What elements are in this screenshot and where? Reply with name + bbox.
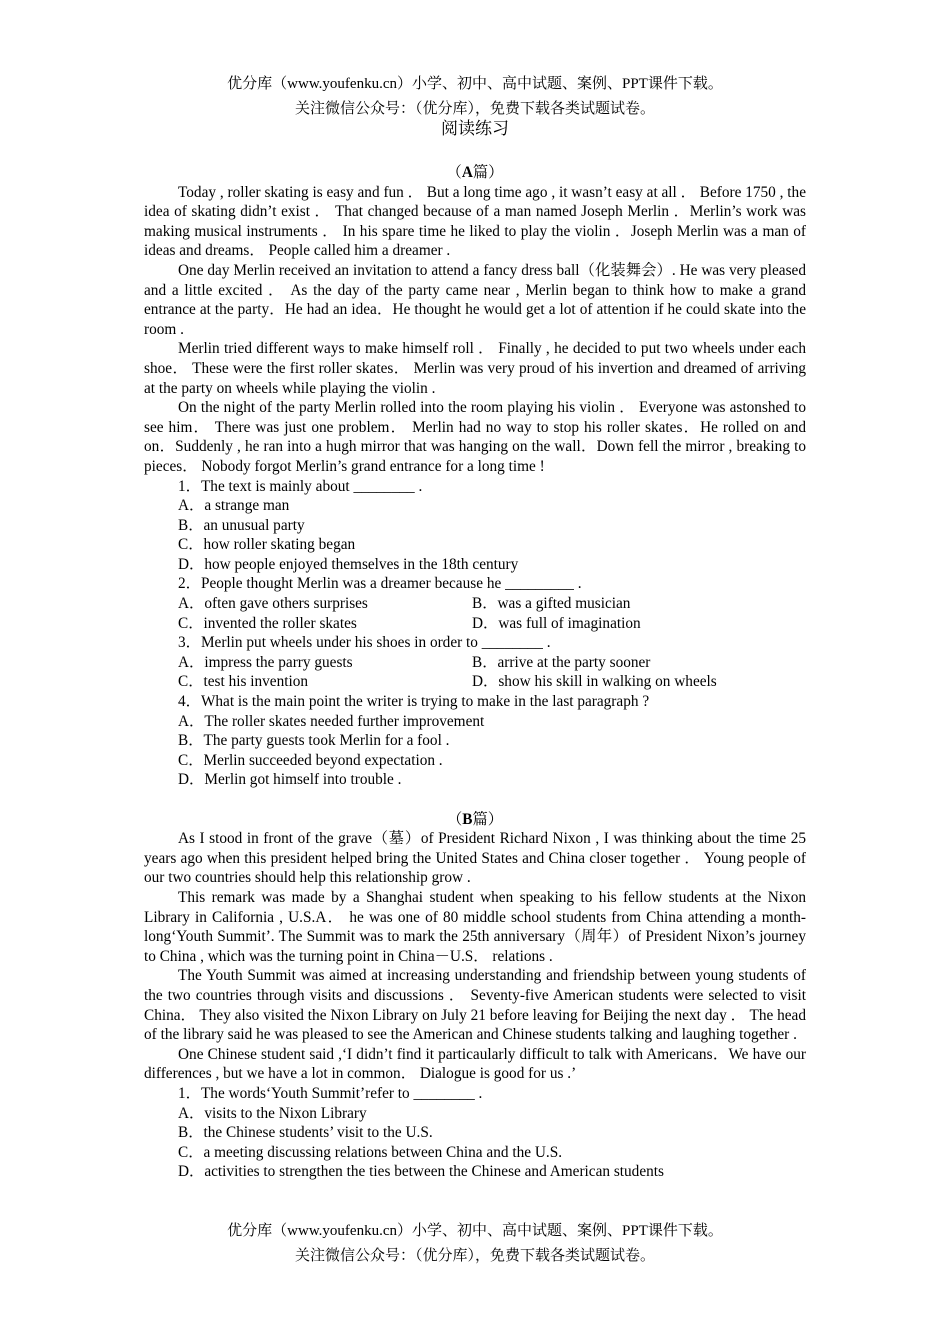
section-a (144, 163, 806, 1182)
question-a2-options-row (144, 594, 806, 614)
question-a2-option: C．invented the roller skates (178, 614, 357, 632)
section-b-paragraph: As I stood in front of the grave（墓）of President Richard Nixon , I was thinking about the time 25 years ago when this president helped bring the United States and China closer together ． Young people of our two countries should help this relationship grow . (144, 830, 806, 887)
question-a4-option: C．Merlin succeeded beyond expectation . (178, 751, 443, 769)
section-a-paragraph: Merlin tried different ways to make himself roll ． Finally , he decided to put two wheels under each shoe． These were the first roller skates． Merlin was very proud of his invertion and dreamed of arriving at the party on wheels while playing the violin . (144, 340, 806, 397)
question-a1-option: D．how people enjoyed themselves in the 18th century (178, 555, 519, 573)
question-a1-option: A．a strange man (178, 497, 290, 515)
question-a1-option: B．an unusual party (178, 516, 305, 534)
header-line-2: 关注微信公众号：（优分库），免费下载各类试题试卷。 (294, 101, 655, 117)
question-a3-option: C．test his invention (178, 673, 309, 691)
header-line-1: 优分库（www.youfenku.cn）小学、初中、高中试题、案例、PPT课件下载。 (227, 76, 723, 92)
question-a2-stem: 2．People thought Merlin was a dreamer because he _________ . (178, 575, 582, 593)
section-b-heading: （B篇） (446, 810, 504, 828)
question-a2-option: D．was full of imagination (472, 614, 641, 632)
question-a2-option: A．often gave others surprises (178, 595, 368, 613)
section-spacer (144, 790, 806, 810)
question-a3-option: B．arrive at the party sooner (472, 653, 651, 671)
question-a1-option: C．how roller skating began (178, 536, 356, 554)
section-a-heading: （A篇） (446, 164, 504, 181)
section-b-paragraph: One Chinese student said ,‘I didn’t find it particaularly difficult to talk with Americans．We have our differences , but we have a lot in common． Dialogue is good for us .’ (144, 1045, 806, 1083)
question-a4-stem: 4．What is the main point the writer is trying to make in the last paragraph ? (178, 693, 650, 711)
question-a3-option: D．show his skill in walking on wheels (472, 673, 717, 691)
section-a-paragraph: One day Merlin received an invitation to attend a fancy dress ball（化装舞会）. He was very pleased and a little excited ． As the day of the party came near , Merlin began to think how to make a grand entrance at the party．He had an idea．He thought he would get a lot of attention if he could skate into the room . (144, 261, 806, 338)
question-b1-option: D．activities to strengthen the ties between the Chinese and American students (178, 1163, 664, 1181)
question-b1-option: A．visits to the Nixon Library (178, 1104, 367, 1122)
question-b1-option: B．the Chinese students’ visit to the U.S. (178, 1124, 433, 1142)
question-a2-options-row (144, 614, 806, 634)
section-a-paragraph: Today , roller skating is easy and fun ． But a long time ago , it wasn’t easy at all ． Before 1750 , the idea of skating didn’t exist ． That changed because of a man named Joseph Merlin ．Merlin’s work was making musical instruments ． In his spare time he liked to play the violin ．Joseph Merlin was a man of ideas and dreams． People called him a dreamer . (144, 183, 806, 260)
question-b1-option: C．a meeting discussing relations between China and the U.S. (178, 1143, 563, 1161)
section-b-paragraph: The Youth Summit was aimed at increasing understanding and friendship between young students of the two countries through visits and discussions ． Seventy-five American students were selected to visit China． They also visited the Nixon Library on July 21 before leaving for Beijing the next day ． The head of the library said he was pleased to see the American and Chinese students talking and laughing together . (144, 967, 806, 1044)
question-a3-stem: 3．Merlin put wheels under his shoes in order to ________ . (178, 634, 551, 652)
section-b-paragraph: This remark was made by a Shanghai student when speaking to his fellow students at the Nixon Library in California , U.S.A． he was one of 80 middle school students from China attending a month-long‘Youth Summit’. The Summit was to mark the 25th anniversary（周年）of President Nixon’s journey to China , which was the turning point in China－U.S． relations . (144, 888, 806, 965)
section-a-paragraph: On the night of the party Merlin rolled into the room playing his violin ． Everyone was astonshed to see him． There was just one problem． Merlin had no way to stop his roller skates．He rolled on and on．Suddenly , he ran into a hugh mirror that was hanging on the wall．Down fell the mirror , breaking to pieces． Nobody forgot Merlin’s grand entrance for a long time ! (144, 399, 806, 475)
question-a4-option: D．Merlin got himself into trouble . (178, 771, 402, 789)
question-a4-option: A．The roller skates needed further improvement (178, 712, 485, 730)
footer-line-2: 关注微信公众号：（优分库），免费下载各类试题试卷。 (294, 1248, 655, 1264)
page-title: 阅读练习 (441, 119, 509, 138)
question-a2-option: B．was a gifted musician (472, 595, 631, 613)
question-a3-options-row (144, 672, 806, 692)
question-a1-stem: 1．The text is mainly about ________ . (178, 477, 423, 495)
footer-line-1: 优分库（www.youfenku.cn）小学、初中、高中试题、案例、PPT课件下载。 (227, 1223, 723, 1239)
question-b1-stem: 1．The words‘Youth Summit’refer to ________ . (178, 1084, 483, 1102)
question-a4-option: B．The party guests took Merlin for a fool . (178, 732, 450, 750)
question-a3-options-row (144, 653, 806, 673)
question-a3-option: A．impress the parry guests (178, 653, 353, 671)
